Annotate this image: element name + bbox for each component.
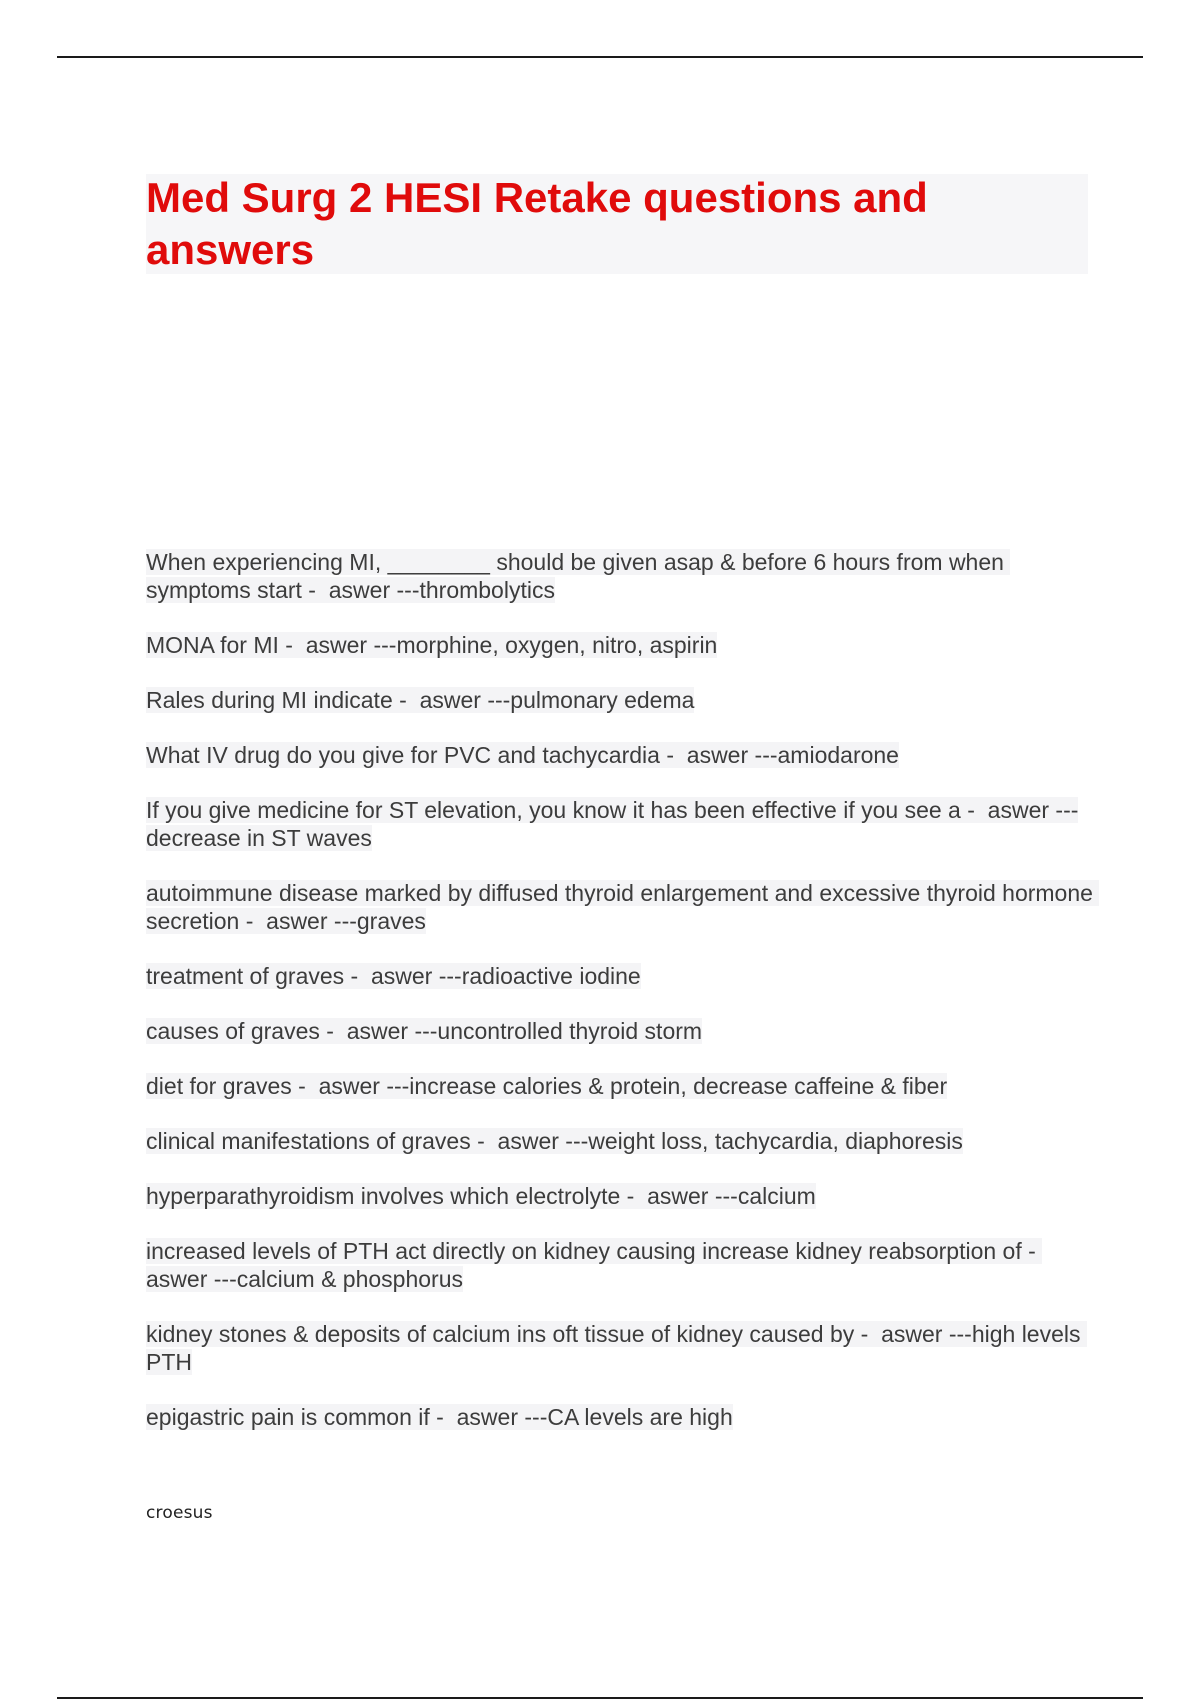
answer-label: aswer: [419, 687, 481, 713]
answer-label: aswer: [456, 1404, 518, 1430]
qa-item: [146, 1182, 1096, 1210]
answer-text: ---decrease in ST waves: [146, 797, 1079, 851]
answer-text: ---increase calories & protein, decrease caffeine & fiber: [386, 1073, 948, 1099]
answer-text: ---calcium & phosphorus: [213, 1266, 464, 1292]
answer-text: ---high levels PTH: [146, 1321, 1087, 1375]
answer-text: ---graves: [333, 908, 426, 934]
question-text: treatment of graves -: [146, 963, 365, 989]
bottom-rule: [57, 1697, 1143, 1699]
qa-item: [146, 962, 1096, 990]
answer-label: aswer: [881, 1321, 943, 1347]
answer-label: aswer: [987, 797, 1050, 823]
answer-label: aswer: [686, 742, 749, 768]
answer-label: aswer: [346, 1018, 409, 1044]
question-text: MONA for MI -: [146, 632, 300, 658]
answer-text: ---thrombolytics: [396, 577, 555, 603]
answer-label: aswer: [266, 908, 328, 934]
qa-item: [146, 1072, 1096, 1100]
top-rule: [57, 56, 1143, 58]
qa-item: [146, 741, 1096, 769]
question-text: What IV drug do you give for PVC and tachycardia -: [146, 742, 681, 768]
question-text: causes of graves -: [146, 1018, 341, 1044]
answer-text: ---morphine, oxygen, nitro, aspirin: [373, 632, 718, 658]
question-text: If you give medicine for ST elevation, you know it has been effective if you see a -: [146, 797, 982, 823]
answer-label: aswer: [146, 1266, 208, 1292]
answer-text: ---CA levels are high: [524, 1404, 733, 1430]
qa-list: [146, 548, 1100, 1458]
answer-text: ---radioactive iodine: [438, 963, 641, 989]
question-text: kidney stones & deposits of calcium ins oft tissue of kidney caused by -: [146, 1321, 875, 1347]
qa-item: [146, 1237, 1096, 1293]
qa-item: [146, 631, 1096, 659]
qa-item: [146, 1320, 1096, 1376]
answer-label: aswer: [305, 632, 368, 658]
question-text: Rales during MI indicate -: [146, 687, 414, 713]
qa-item: [146, 879, 1100, 935]
qa-item: [146, 1403, 1096, 1431]
qa-item: [146, 796, 1096, 852]
answer-label: aswer: [647, 1183, 709, 1209]
answer-label: aswer: [318, 1073, 380, 1099]
answer-text: ---weight loss, tachycardia, diaphoresis: [565, 1128, 963, 1154]
qa-item: [146, 1017, 1096, 1045]
question-text: diet for graves -: [146, 1073, 313, 1099]
qa-item: [146, 1127, 1096, 1155]
footer-brand: croesus: [146, 1503, 213, 1523]
document-title: Med Surg 2 HESI Retake questions and answers: [146, 174, 928, 273]
question-text: increased levels of PTH act directly on kidney causing increase kidney reabsorption of -: [146, 1238, 1043, 1264]
answer-text: ---pulmonary edema: [487, 687, 695, 713]
question-text: autoimmune disease marked by diffused thyroid enlargement and excessive thyroid hormone secretion -: [146, 880, 1100, 934]
answer-text: ---amiodarone: [754, 742, 899, 768]
qa-item: [146, 686, 1096, 714]
answer-text: ---uncontrolled thyroid storm: [414, 1018, 703, 1044]
answer-label: aswer: [328, 577, 391, 603]
qa-item: [146, 548, 1096, 604]
answer-label: aswer: [370, 963, 433, 989]
answer-text: ---calcium: [714, 1183, 816, 1209]
question-text: When experiencing MI, ________ should be given asap & before 6 hours from when symptoms start -: [146, 549, 1011, 603]
answer-label: aswer: [497, 1128, 559, 1154]
question-text: epigastric pain is common if -: [146, 1404, 451, 1430]
question-text: hyperparathyroidism involves which electrolyte -: [146, 1183, 641, 1209]
question-text: clinical manifestations of graves -: [146, 1128, 492, 1154]
